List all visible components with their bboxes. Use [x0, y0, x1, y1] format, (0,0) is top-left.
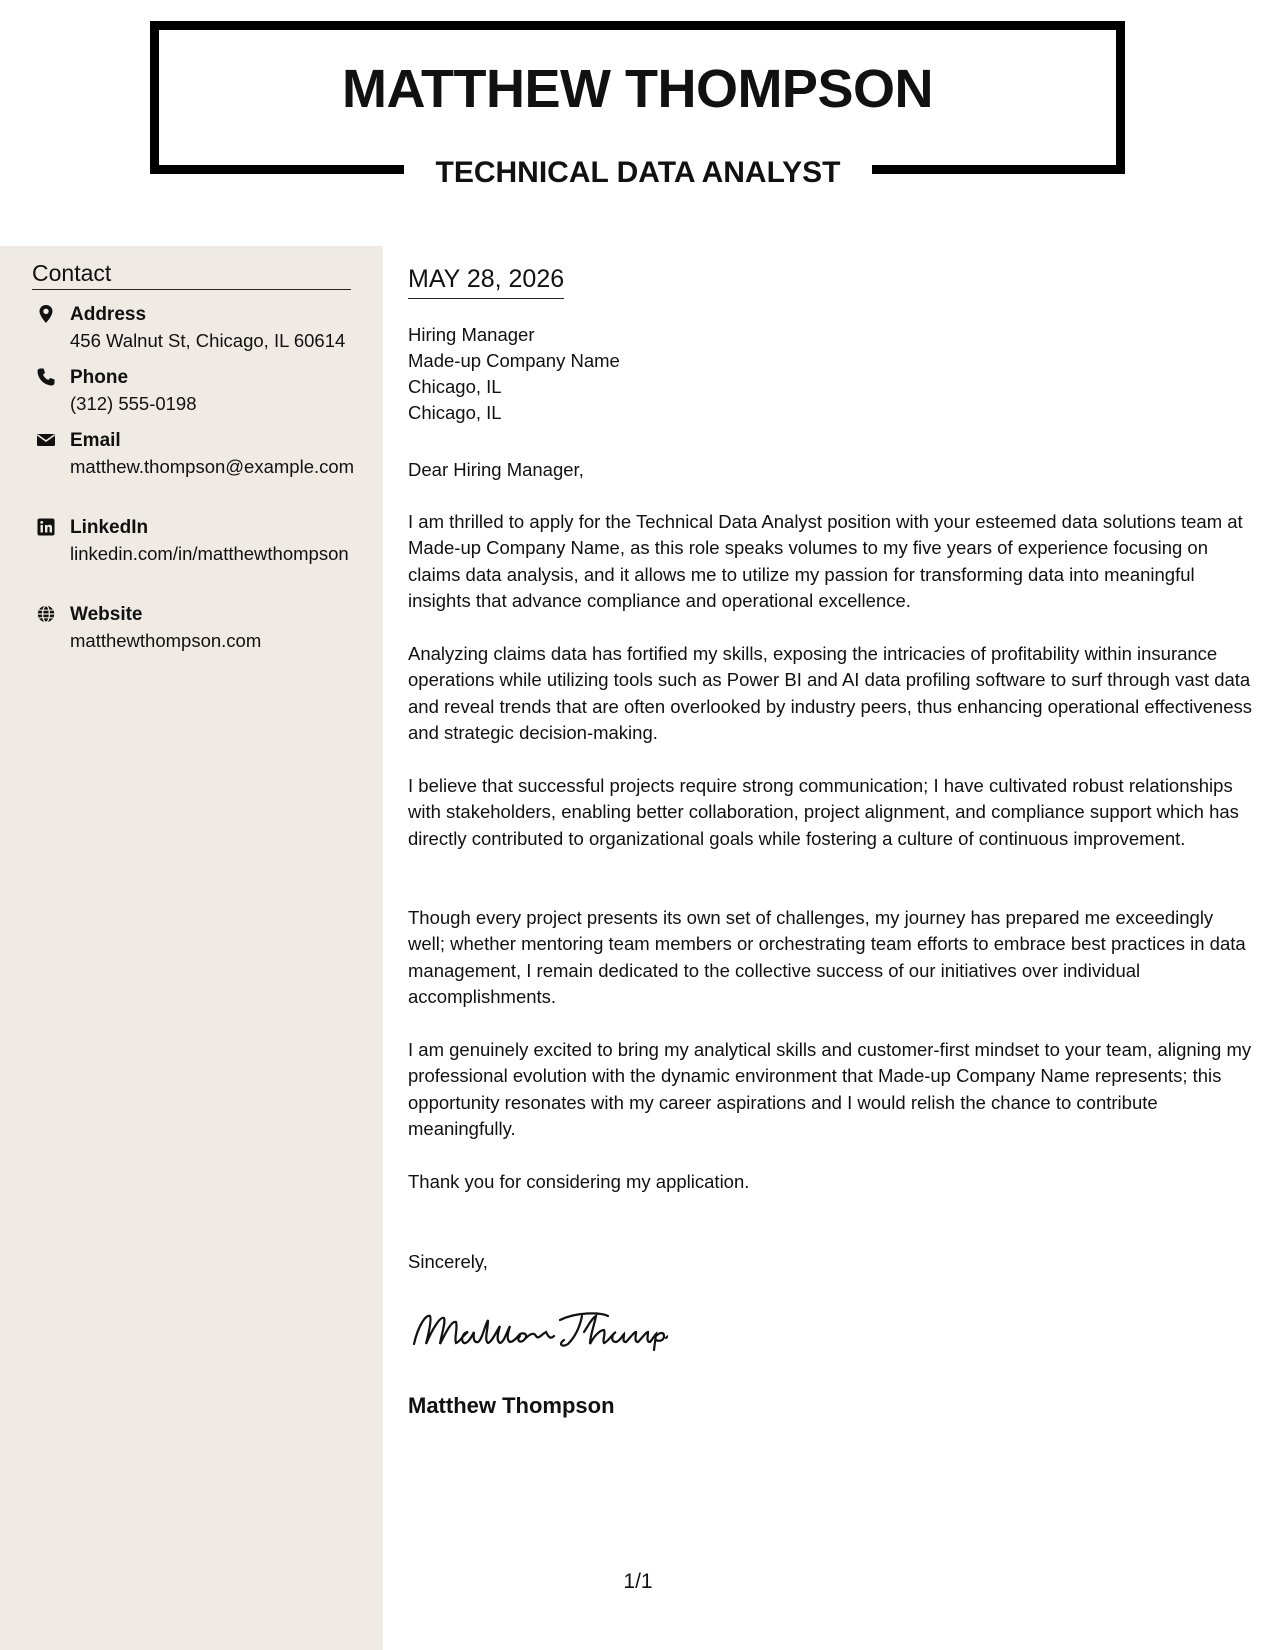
phone-icon: [36, 367, 56, 387]
job-title-container: [404, 150, 872, 196]
globe-icon: [36, 604, 56, 624]
letter-paragraph: Thank you for considering my application.: [408, 1171, 750, 1192]
signature-image: [408, 1306, 668, 1354]
email-icon: [36, 430, 56, 450]
contact-label: Email: [70, 430, 121, 451]
recipient-line: Made-up Company Name: [408, 350, 620, 371]
letter-date: MAY 28, 2026: [408, 265, 564, 299]
letter-paragraph: I am genuinely excited to bring my analytical skills and customer-first mindset to your team, aligning my professional evolution with the dynamic environment that Made-up Company Name represents; this opportunity resonates with my career aspirations and I would relish the chance to contribute meaningfully.: [408, 1039, 1252, 1140]
letter-paragraph: I believe that successful projects require strong communication; I have cultivated robust relationships with stakeholders, enabling better collaboration, project alignment, and compliance support which has directly contributed to organizational goals while fostering a culture of continuous improvement.: [408, 775, 1239, 849]
contact-label: LinkedIn: [70, 517, 149, 538]
contact-value: matthewthompson.com: [70, 630, 262, 651]
letter-paragraph: Analyzing claims data has fortified my skills, exposing the intricacies of profitability within insurance operations while utilizing tools such as Power BI and AI data profiling software to surf through vast data and reveal trends that are often overlooked by industry peers, thus enhancing operational effectiveness and strategic decision-making.: [408, 643, 1252, 744]
linkedin-icon: [36, 517, 56, 537]
letter-paragraph: I am thrilled to apply for the Technical Data Analyst position with your esteemed data solutions team at Made-up Company Name, as this role speaks volumes to my five years of experience focusing on claims data analysis, and it allows me to utilize my passion for transforming data into meaningful insights that advance compliance and operational excellence.: [408, 511, 1243, 612]
contact-value: linkedin.com/in/matthewthompson: [70, 543, 349, 564]
contact-value: (312) 555-0198: [70, 393, 197, 414]
signed-name: Matthew Thompson: [408, 1393, 615, 1418]
recipient-line: Hiring Manager: [408, 324, 535, 345]
location-pin-icon: [36, 304, 56, 324]
greeting: Dear Hiring Manager,: [408, 459, 584, 480]
contact-value: 456 Walnut St, Chicago, IL 60614: [70, 330, 346, 351]
closing: Sincerely,: [408, 1251, 488, 1272]
contact-label: Address: [70, 304, 147, 325]
recipient-block: [408, 322, 1253, 426]
letter-paragraph: Though every project presents its own set of challenges, my journey has prepared me exceedingly well; whether mentoring team members or orchestrating team efforts to embrace best practices in data management, I remain dedicated to the collective success of our initiatives over individual accomplishments.: [408, 907, 1246, 1008]
recipient-line: Chicago, IL: [408, 402, 502, 423]
contact-label: Phone: [70, 367, 129, 388]
job-title: TECHNICAL DATA ANALYST: [435, 156, 841, 189]
applicant-name: MATTHEW THOMPSON: [342, 59, 933, 119]
contact-label: Website: [70, 604, 143, 625]
recipient-line: Chicago, IL: [408, 376, 502, 397]
contact-heading: Contact: [32, 260, 351, 290]
contact-value: matthew.thompson@example.com: [70, 456, 355, 477]
page-number: 1/1: [623, 1570, 653, 1593]
